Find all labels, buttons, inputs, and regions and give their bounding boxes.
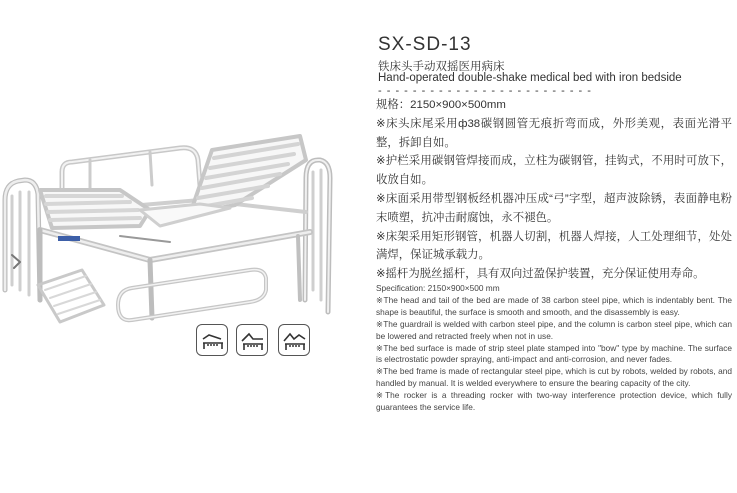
product-description: [376, 0, 732, 493]
spec-feature-en: ※The rocker is a threading rocker with two-way interference protection device, which fully guarantees the service life.: [376, 390, 732, 413]
spec-feature-zh: ※摇杆为脱丝摇杆，具有双向过盈保护装置，充分保证使用寿命。: [376, 268, 705, 281]
spec-feature-en: ※The bed frame is made of rectangular steel pipe, which is cut by robots, welded by robots, and handled by manual. It is welded everywhere to ensure the bearing capacity of the city.: [376, 366, 732, 389]
bed-flat-icon: [196, 324, 228, 356]
spec-size-zh: 规格：2150×900×500mm: [376, 99, 506, 111]
spec-feature-zh: ※护栏采用碳钢管焊接而成，立柱为碳钢管，挂钩式，不用时可放下，收放自如。: [376, 155, 732, 187]
product-title-chinese: 铁床头手动双摇医用病床: [378, 61, 505, 73]
dashed-divider: - - - - - - - - - - - - - - - - - - - - - - - - -: [378, 85, 592, 97]
spec-feature-en: ※The bed surface is made of strip steel plate stamped into "bow" type by machine. The surface is electrostatic powder spraying, anti-impact and anti-corrosion, and never fades.: [376, 342, 732, 365]
product-title-english: Hand-operated double-shake medical bed with iron bedside: [378, 72, 682, 84]
spec-feature-zh: ※床头床尾采用ф38碳钢圆管无痕折弯而成，外形美观，表面光滑平整，拆卸自如。: [376, 117, 732, 149]
model-number: SX-SD-13: [378, 34, 472, 55]
english-specification: [376, 283, 732, 414]
chinese-specification: [376, 96, 732, 284]
spec-feature-zh: ※床面采用带型钢板经机器冲压成“弓”字型，超声波除锈，表面静电粉末喷塑，抗冲击耐腐蚀，永不褪色。: [376, 192, 732, 224]
hospital-bed-illustration: [0, 0, 370, 330]
spec-size-en: Specification: 2150×900×500 mm: [376, 283, 500, 293]
spec-feature-en: ※The guardrail is welded with carbon steel pipe, and the column is carbon steel pipe, which can be lowered and retracted freely when not in use.: [376, 318, 732, 341]
bed-back-raised-icon: [236, 324, 268, 356]
bed-back-and-knee-raised-icon: [278, 324, 310, 356]
spec-feature-zh: ※床架采用矩形钢管，机器人切割，机器人焊接，人工处理细节，处处满焊，保证城承载力。: [376, 230, 732, 262]
spec-feature-en: ※The head and tail of the bed are made of 38 carbon steel pipe, which is indentably bent. The shape is beautiful, the surface is smooth and smooth, and the disassembly is easy.: [376, 294, 732, 317]
